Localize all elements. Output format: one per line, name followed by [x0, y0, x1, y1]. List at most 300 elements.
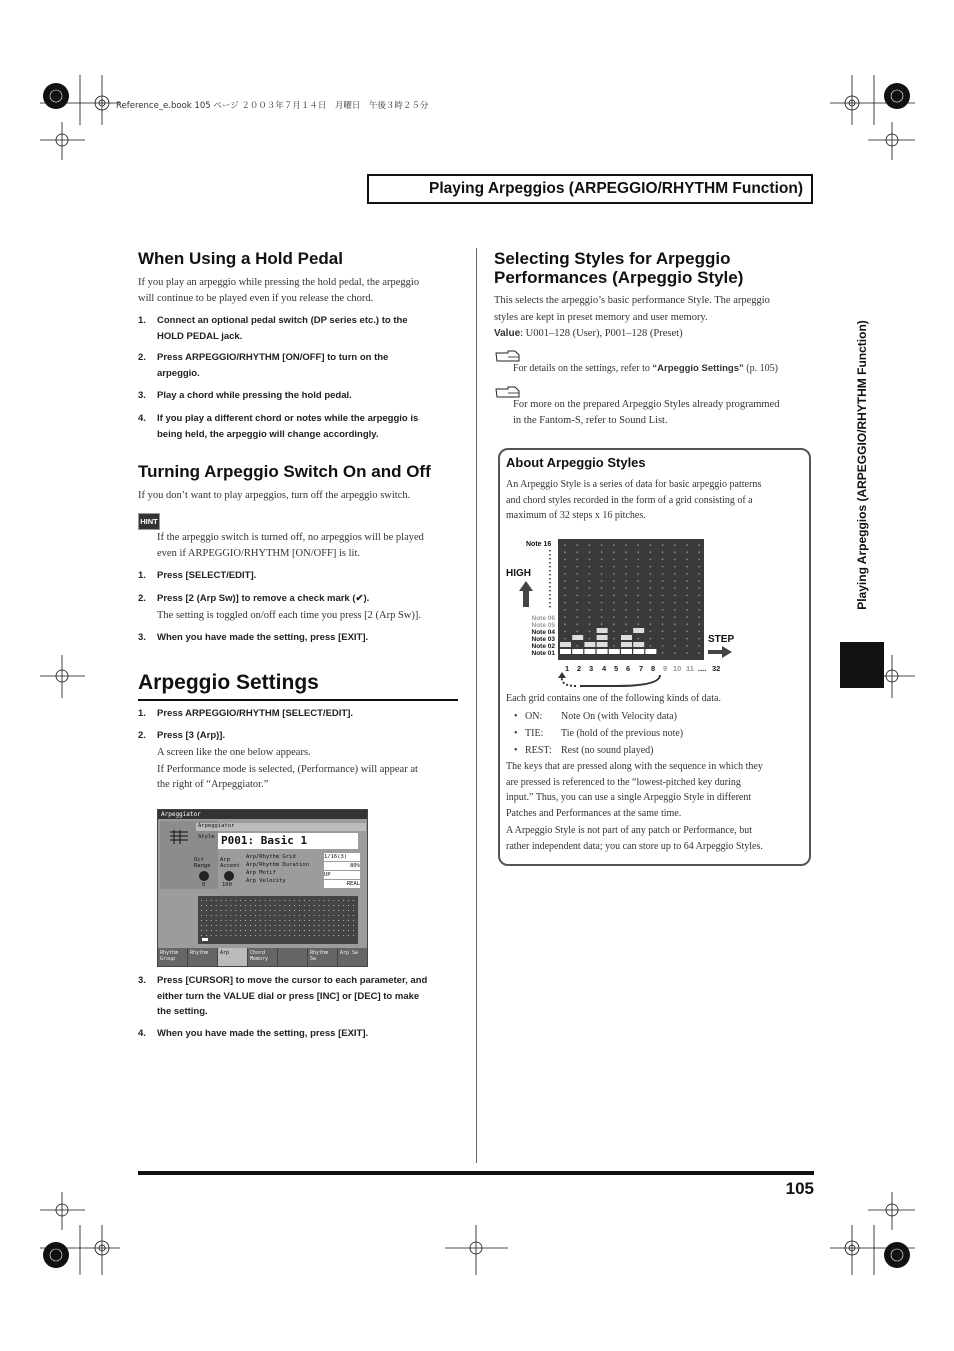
- grid-dot: [698, 645, 700, 647]
- screen-grid-dot: [211, 915, 212, 916]
- screen-grid-dot: [324, 910, 325, 911]
- grid-dot: [686, 638, 688, 640]
- screen-grid-dot: [279, 900, 280, 901]
- screen-grid-dot: [260, 900, 261, 901]
- switch-step-2: 2. Press [2 (Arp Sw)] to remove a check mark (✔).: [138, 593, 370, 604]
- grid-dot: [674, 551, 676, 553]
- screen-grid-dot: [299, 910, 300, 911]
- screen-grid-dot: [226, 925, 227, 926]
- screen-grid-dot: [270, 900, 271, 901]
- screen-grid-dot: [309, 920, 310, 921]
- screen-grid-dot: [294, 900, 295, 901]
- screen-grid-dot: [294, 910, 295, 911]
- screen-grid-dot: [260, 930, 261, 931]
- style-value[interactable]: P001: Basic 1: [218, 833, 358, 849]
- switch-step-2-note: The setting is toggled on/off each time you press [2 (Arp Sw)].: [157, 610, 422, 621]
- grid-dot: [650, 602, 652, 604]
- grid-dot: [589, 602, 591, 604]
- ref-sound-list: For more on the prepared Arpeggio Styles already programmed in the Fantom-S, refer to Sound List.: [513, 399, 780, 426]
- oct-range-label: Oct Range: [194, 857, 211, 869]
- screen-grid-dot: [260, 905, 261, 906]
- grid-dot: [674, 602, 676, 604]
- grid-dot: [662, 566, 664, 568]
- screen-grid-dot: [333, 920, 334, 921]
- grid-dot: [650, 631, 652, 633]
- up-arrow-icon: [519, 581, 533, 607]
- grid-dot: [686, 652, 688, 654]
- screen-grid-dot: [338, 930, 339, 931]
- screen-grid-dot: [235, 915, 236, 916]
- grid-dot: [637, 616, 639, 618]
- screen-grid-dot: [206, 935, 207, 936]
- tab-rhythm-group[interactable]: Rhythm Group: [158, 948, 187, 966]
- side-tab-marker: [840, 642, 884, 688]
- grid-dot: [564, 638, 566, 640]
- grid-dot: [589, 595, 591, 597]
- screen-grid-dot: [294, 930, 295, 931]
- screen-grid-dot: [348, 910, 349, 911]
- grid-dot: [601, 609, 603, 611]
- grid-dot: [674, 631, 676, 633]
- grid-dot: [650, 638, 652, 640]
- grid-dot: [686, 587, 688, 589]
- grid-dot: [698, 544, 700, 546]
- screen-grid-dot: [279, 925, 280, 926]
- screen-grid-dot: [240, 935, 241, 936]
- screen-grid-dot: [275, 935, 276, 936]
- screen-grid-dot: [284, 925, 285, 926]
- screen-grid-dot: [284, 910, 285, 911]
- tab-arp-sw[interactable]: Arp Sw: [338, 948, 367, 966]
- screen-grid-dot: [255, 915, 256, 916]
- grid-dot: [601, 551, 603, 553]
- grid-dot: [576, 573, 578, 575]
- screen-grid-dot: [333, 930, 334, 931]
- screen-grid-dot: [201, 910, 202, 911]
- screen-grid-dot: [284, 905, 285, 906]
- screen-grid-dot: [333, 900, 334, 901]
- screen-grid-dot: [255, 905, 256, 906]
- screen-grid-dot: [279, 915, 280, 916]
- grid-dot: [576, 559, 578, 561]
- grid-dot: [625, 609, 627, 611]
- screen-grid-dot: [314, 925, 315, 926]
- grid-dot: [564, 559, 566, 561]
- heading-arpeggio-style: Selecting Styles for Arpeggio Performances (Arpeggio Style): [494, 249, 744, 287]
- grid-dot: [686, 566, 688, 568]
- screen-grid-dot: [324, 900, 325, 901]
- tab-rhythm-sw[interactable]: Rhythm Sw: [308, 948, 337, 966]
- screen-grid-dot: [250, 935, 251, 936]
- screen-grid-dot: [216, 920, 217, 921]
- screen-grid-dot: [328, 910, 329, 911]
- grid-dot: [662, 602, 664, 604]
- grid-note-cell: [597, 642, 608, 647]
- screen-grid-dot: [265, 920, 266, 921]
- grid-dot: [613, 623, 615, 625]
- grid-dot: [674, 623, 676, 625]
- screen-grid-dot: [226, 900, 227, 901]
- screen-grid-dot: [343, 900, 344, 901]
- screen-grid-dot: [245, 915, 246, 916]
- grid-dot: [698, 587, 700, 589]
- screen-grid-dot: [279, 935, 280, 936]
- grid-dot: [686, 616, 688, 618]
- screen-grid-dot: [270, 905, 271, 906]
- screen-grid-dot: [299, 930, 300, 931]
- screen-grid-dot: [260, 920, 261, 921]
- grid-dot: [650, 551, 652, 553]
- hold-step-1: 1. Connect an optional pedal switch (DP series etc.) to the HOLD PEDAL jack.: [138, 315, 408, 342]
- screen-grid-dot: [279, 920, 280, 921]
- grid-dot: [589, 631, 591, 633]
- screen-grid-dot: [255, 900, 256, 901]
- screen-grid-dot: [275, 920, 276, 921]
- grid-dot: [662, 559, 664, 561]
- screen-grid-dot: [299, 905, 300, 906]
- grid-dot: [589, 609, 591, 611]
- grid-dot: [613, 551, 615, 553]
- grid-dot: [601, 587, 603, 589]
- screen-grid-dot: [250, 920, 251, 921]
- screen-grid-dot: [338, 925, 339, 926]
- grid-dot: [601, 566, 603, 568]
- screen-grid-dot: [260, 915, 261, 916]
- grid-dot: [589, 638, 591, 640]
- screen-grid-dot: [250, 905, 251, 906]
- oct-range-value: 0: [202, 882, 206, 888]
- screen-grid-dot: [289, 900, 290, 901]
- screen-grid-dot: [348, 925, 349, 926]
- screen-grid-dot: [240, 930, 241, 931]
- screen-grid-dot: [265, 910, 266, 911]
- oct-range-knob[interactable]: [199, 871, 209, 881]
- screen-grid-dot: [211, 920, 212, 921]
- screen-grid-dot: [328, 935, 329, 936]
- screen-grid-dot: [284, 920, 285, 921]
- diagram-high-label: HIGH: [506, 568, 531, 579]
- grid-dot: [686, 559, 688, 561]
- grid-note-cell: [572, 635, 583, 640]
- grid-dot: [698, 595, 700, 597]
- screen-grid-dot: [206, 930, 207, 931]
- screen-grid-dot: [270, 925, 271, 926]
- screen-grid-dot: [343, 915, 344, 916]
- screen-grid-dot: [319, 925, 320, 926]
- list-item: • ON: Note On (with Velocity data): [514, 711, 677, 722]
- screen-grid-dot: [240, 900, 241, 901]
- screen-grid-dot: [201, 935, 202, 936]
- screen-grid-dot: [328, 900, 329, 901]
- screen-grid-dot: [226, 935, 227, 936]
- grid-dot: [564, 551, 566, 553]
- screen-grid-dot: [333, 915, 334, 916]
- screen-grid-dot: [216, 915, 217, 916]
- dotted-scale: [546, 550, 554, 608]
- screen-grid-dot: [314, 915, 315, 916]
- switch-step-3: 3. When you have made the setting, press [EXIT].: [138, 632, 369, 643]
- screen-grid-dot: [221, 925, 222, 926]
- screen-grid-dot: [235, 910, 236, 911]
- screen-grid-dot: [260, 935, 261, 936]
- grid-dot: [564, 595, 566, 597]
- grid-dot: [576, 645, 578, 647]
- style-label: Style: [198, 834, 215, 840]
- screen-grid-dot: [314, 930, 315, 931]
- screen-grid-dot: [255, 935, 256, 936]
- grid-dot: [601, 602, 603, 604]
- grid-dot: [650, 559, 652, 561]
- grid-note-cell: [645, 649, 656, 654]
- grid-dot: [637, 580, 639, 582]
- screen-grid-dot: [309, 910, 310, 911]
- screen-grid-dot: [348, 915, 349, 916]
- grid-dot: [650, 587, 652, 589]
- screen-grid-dot: [235, 900, 236, 901]
- screen-grid-dot: [324, 905, 325, 906]
- screen-grid-dot: [324, 925, 325, 926]
- screen-grid-dot: [255, 930, 256, 931]
- grid-dot: [625, 573, 627, 575]
- grid-dot: [613, 580, 615, 582]
- grid-dot: [601, 559, 603, 561]
- heading-hold-pedal: When Using a Hold Pedal: [138, 249, 343, 268]
- grid-dot: [662, 544, 664, 546]
- hold-step-4: 4. If you play a different chord or notes while the arpeggio is being held, the arpeggio will change accordingly.: [138, 413, 419, 440]
- grid-dot: [576, 609, 578, 611]
- screen-grid-dot: [211, 935, 212, 936]
- diagram-step-label: STEP: [708, 634, 735, 645]
- screen-grid-dot: [245, 910, 246, 911]
- grid-dot: [662, 609, 664, 611]
- screen-grid-dot: [353, 925, 354, 926]
- screen-grid-dot: [353, 910, 354, 911]
- grid-dot: [674, 616, 676, 618]
- screen-grid-dot: [270, 915, 271, 916]
- grid-dot: [625, 580, 627, 582]
- grid-dot: [698, 638, 700, 640]
- grid-dot: [625, 566, 627, 568]
- screen-grid-dot: [299, 900, 300, 901]
- settings-step-3: 3. Press [CURSOR] to move the cursor to each parameter, and either turn the VALUE dial or press [INC] or [DEC] to make the setting.: [138, 975, 428, 1017]
- screen-grid-dot: [240, 915, 241, 916]
- screen-grid-dot: [284, 930, 285, 931]
- screen-grid-dot: [201, 925, 202, 926]
- grid-dot: [601, 623, 603, 625]
- settings-rule: [138, 699, 458, 701]
- screen-grid-dot: [275, 900, 276, 901]
- screen-grid-dot: [289, 930, 290, 931]
- screen-grid-dot: [319, 905, 320, 906]
- running-header: Playing Arpeggios (ARPEGGIO/RHYTHM Function): [367, 174, 813, 204]
- screen-grid-dot: [343, 910, 344, 911]
- arpeggiator-screen: [157, 809, 368, 967]
- grid-dot: [589, 544, 591, 546]
- value-range: : U001–128 (User), P001–128 (Preset): [520, 328, 683, 339]
- screen-grid-dot: [348, 930, 349, 931]
- value-label: Value: [494, 328, 521, 339]
- arpeggio-note-icon: [168, 827, 190, 847]
- screen-grid-dot: [319, 920, 320, 921]
- grid-note-cell: [584, 642, 595, 647]
- screen-grid-dot: [275, 930, 276, 931]
- hold-step-2: 2. Press ARPEGGIO/RHYTHM [ON/OFF] to turn on the arpeggio.: [138, 352, 389, 379]
- grid-dot: [686, 609, 688, 611]
- about-intro: An Arpeggio Style is a series of data for basic arpeggio patterns and chord styles recorded in the form of a grid consisting of a maximum of 32 steps x 16 pitches.: [506, 479, 762, 521]
- grid-dot: [650, 623, 652, 625]
- grid-dot: [564, 609, 566, 611]
- screen-grid-dot: [299, 915, 300, 916]
- screen-grid-dot: [353, 935, 354, 936]
- grid-dot: [601, 544, 603, 546]
- screen-grid-dot: [314, 905, 315, 906]
- screen-grid-dot: [216, 925, 217, 926]
- grid-dot: [637, 609, 639, 611]
- grid-dot: [662, 587, 664, 589]
- screen-grid-dot: [289, 910, 290, 911]
- grid-dot: [613, 595, 615, 597]
- screen-grid-dot: [338, 910, 339, 911]
- list-item: • TIE: Tie (hold of the previous note): [514, 728, 684, 739]
- screen-grid-dot: [304, 920, 305, 921]
- screen-grid-dot: [319, 935, 320, 936]
- screen-grid-dot: [309, 935, 310, 936]
- grid-dot: [625, 616, 627, 618]
- tab-arp[interactable]: Arp: [218, 948, 247, 966]
- screen-grid-dot: [211, 900, 212, 901]
- tab-rhythm[interactable]: Rhythm: [188, 948, 217, 966]
- screen-grid-dot: [245, 905, 246, 906]
- settings-step-2: 2. Press [3 (Arp)].: [138, 730, 226, 741]
- screen-grid-dot: [221, 935, 222, 936]
- about-para-1: The keys that are pressed along with the sequence in which they are pressed is referenced to the “lowest-pitched key during input.” Thus, you can use a single Arpeggio Style in different Patches and Performances at the same time.: [506, 761, 763, 819]
- screen-section-label: Arpeggiator: [196, 823, 366, 831]
- screen-grid-dot: [289, 905, 290, 906]
- grid-dot: [674, 587, 676, 589]
- screen-grid-dot: [221, 910, 222, 911]
- column-divider: [476, 248, 477, 1163]
- screen-grid-dot: [289, 925, 290, 926]
- switch-step-1: 1. Press [SELECT/EDIT].: [138, 570, 257, 581]
- grid-dot: [662, 616, 664, 618]
- heading-arpeggio-switch: Turning Arpeggio Switch On and Off: [138, 462, 431, 481]
- grid-dot: [674, 573, 676, 575]
- grid-dot: [613, 638, 615, 640]
- grid-dot: [698, 652, 700, 654]
- screen-grid-dot: [338, 905, 339, 906]
- grid-dot: [698, 631, 700, 633]
- grid-dot: [613, 602, 615, 604]
- grid-dot: [625, 595, 627, 597]
- screen-grid-dot: [319, 915, 320, 916]
- grid-dot: [637, 587, 639, 589]
- screen-grid-dot: [309, 915, 310, 916]
- grid-dot: [576, 544, 578, 546]
- screen-grid-dot: [255, 925, 256, 926]
- screen-grid-dot: [304, 915, 305, 916]
- grid-dot: [650, 573, 652, 575]
- grid-dot: [564, 602, 566, 604]
- screen-grid-dot: [235, 930, 236, 931]
- screen-grid-dot: [206, 925, 207, 926]
- grid-dot: [662, 652, 664, 654]
- grid-note-cell: [572, 649, 583, 654]
- screen-grid-dot: [333, 905, 334, 906]
- screen-grid-dot: [348, 905, 349, 906]
- screen-grid-dot: [289, 915, 290, 916]
- grid-dot: [637, 638, 639, 640]
- param-values[interactable]: 1/16(3) 80% UP REAL: [324, 854, 360, 887]
- grid-dot: [662, 645, 664, 647]
- grid-dot: [576, 616, 578, 618]
- screen-grid-dot: [206, 920, 207, 921]
- screen-grid-dot: [235, 925, 236, 926]
- grid-dot: [674, 580, 676, 582]
- screen-grid-dot: [255, 910, 256, 911]
- grid-dot: [601, 580, 603, 582]
- grid-dot: [662, 638, 664, 640]
- footer-rule: [138, 1171, 814, 1175]
- grid-dot: [674, 595, 676, 597]
- screen-grid-dot: [230, 900, 231, 901]
- grid-dot: [650, 544, 652, 546]
- screen-grid-dot: [299, 920, 300, 921]
- grid-note-cell: [621, 635, 632, 640]
- arp-accent-knob[interactable]: [224, 871, 234, 881]
- screen-grid-dot: [201, 920, 202, 921]
- grid-dot: [674, 645, 676, 647]
- screen-grid-dot: [265, 905, 266, 906]
- tab-chord-memory[interactable]: Chord Memory: [248, 948, 277, 966]
- tab-empty[interactable]: [278, 948, 307, 966]
- screen-grid-dot: [294, 905, 295, 906]
- grid-dot: [613, 645, 615, 647]
- grid-data-list: [514, 708, 804, 759]
- screen-grid-dot: [255, 920, 256, 921]
- grid-dot: [613, 609, 615, 611]
- screen-grid-dot: [328, 905, 329, 906]
- grid-dot: [686, 551, 688, 553]
- screen-grid-dot: [216, 935, 217, 936]
- screen-grid-dot: [270, 920, 271, 921]
- screen-grid-dot: [230, 935, 231, 936]
- screen-grid-dot: [299, 935, 300, 936]
- screen-grid-dot: [245, 920, 246, 921]
- grid-dot: [576, 587, 578, 589]
- screen-grid-dot: [206, 900, 207, 901]
- page-number: 105: [785, 1179, 814, 1198]
- screen-grid-dot: [221, 930, 222, 931]
- screen-grid-dot: [294, 915, 295, 916]
- about-para-2: A Arpeggio Style is not part of any patch or Performance, but rather independent data; you can store up to 64 Arpeggio Styles.: [506, 825, 763, 852]
- screen-grid-dot: [343, 930, 344, 931]
- grid-dot: [589, 623, 591, 625]
- screen-grid-dot: [314, 920, 315, 921]
- screen-grid-dot: [216, 930, 217, 931]
- screen-grid-dot: [270, 935, 271, 936]
- screen-grid-dot: [265, 915, 266, 916]
- screen-grid-dot: [304, 935, 305, 936]
- grid-dot: [650, 595, 652, 597]
- screen-grid-dot: [309, 930, 310, 931]
- screen-grid-dot: [343, 925, 344, 926]
- grid-dot: [613, 587, 615, 589]
- screen-grid-dot: [201, 905, 202, 906]
- settings-step-2-notes: A screen like the one below appears. If Performance mode is selected, (Performance) will appear at the right of “Arpeggiator.”: [157, 747, 418, 790]
- screen-grid-dot: [338, 935, 339, 936]
- screen-grid-dot: [289, 935, 290, 936]
- hold-pedal-intro: If you play an arpeggio while pressing the hold pedal, the arpeggio will continue to be played even if you release the chord.: [138, 277, 420, 304]
